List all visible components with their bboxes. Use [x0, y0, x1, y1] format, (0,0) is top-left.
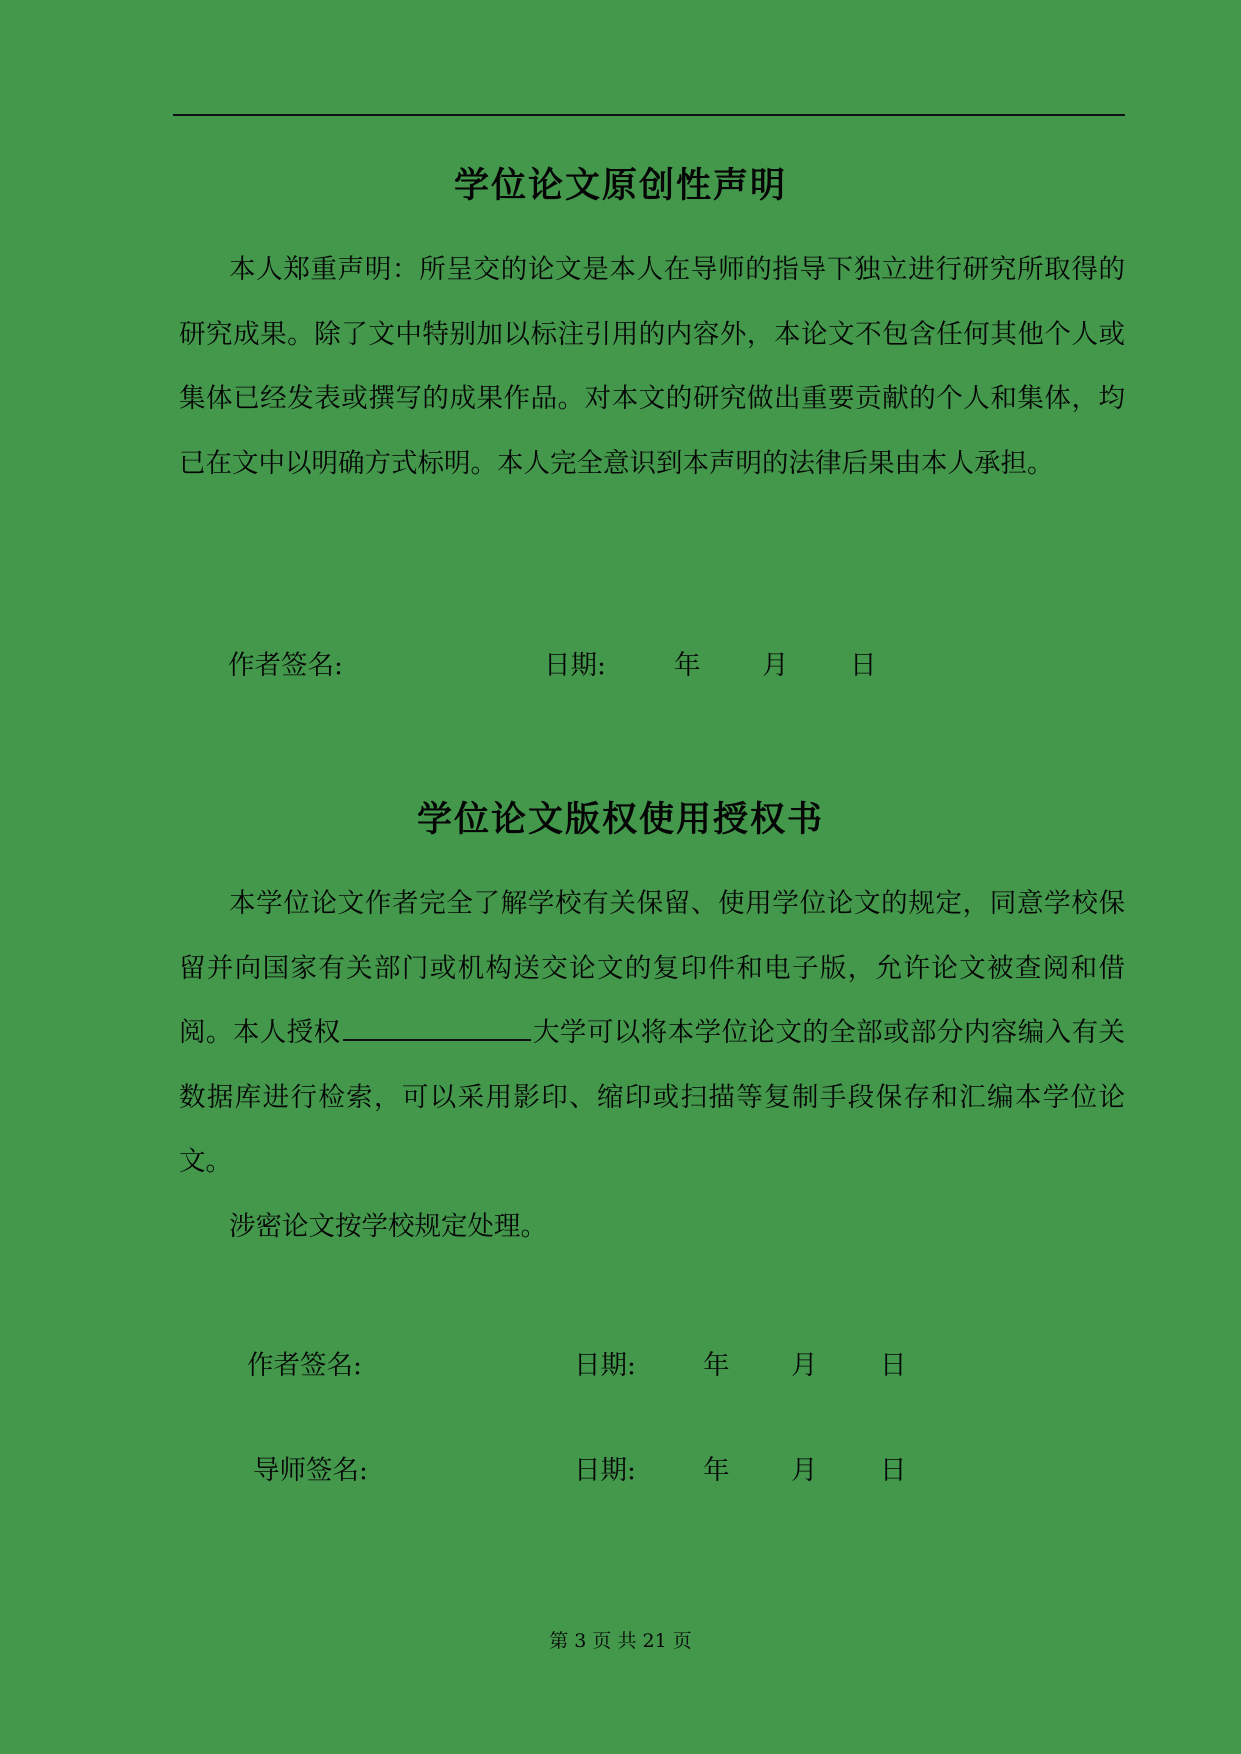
month-label: 月	[791, 1350, 818, 1381]
declaration-body: 本人郑重声明：所呈交的论文是本人在导师的指导下独立进行研究所取得的研究成果。除了文中特别加以标注引用的内容外，本论文不包含任何其他个人或集体已经发表或撰写的成果作品。对本文的研究做出重要贡献的个人和集体，均已在文中以明确方式标明。本人完全意识到本声明的法律后果由本人承担。	[179, 254, 1125, 479]
year-label: 年	[703, 1350, 730, 1381]
author-sign-label: 作者签名:	[247, 1350, 362, 1381]
year-label: 年	[703, 1455, 730, 1486]
day-label: 日	[880, 1455, 907, 1486]
authorization-body	[179, 872, 1125, 1195]
date-label: 日期:	[574, 1350, 636, 1381]
author-sign-label: 作者签名:	[228, 650, 343, 681]
advisor-sign-label: 导师签名:	[253, 1455, 368, 1486]
month-label: 月	[762, 650, 789, 681]
page-number: 第 3 页 共 21 页	[549, 1630, 692, 1652]
date-label: 日期:	[574, 1455, 636, 1486]
month-label: 月	[791, 1455, 818, 1486]
university-blank	[343, 1011, 531, 1041]
secrecy-note: 涉密论文按学校规定处理。	[229, 1211, 547, 1242]
authorization-body-part1: 本学位论文作者完全了解学校有关保留、使用学位论文的规定，同意学校保留并向国家有关部门或机构送交论文的复印件和电子版，允许论文被查阅和借阅。本人授权	[179, 888, 1125, 1048]
day-label: 日	[880, 1350, 907, 1381]
authorization-title: 学位论文版权使用授权书	[416, 800, 824, 840]
authorization-body-part2: 大学可以将本学位论文的全部或部分内容编入有关数据库进行检索，可以采用影印、缩印或扫描等复制手段保存和汇编本学位论文。	[179, 1017, 1126, 1177]
year-label: 年	[674, 650, 701, 681]
declaration-title: 学位论文原创性声明	[453, 166, 787, 206]
date-label: 日期:	[544, 650, 606, 681]
header-rule	[173, 114, 1125, 116]
day-label: 日	[850, 650, 877, 681]
